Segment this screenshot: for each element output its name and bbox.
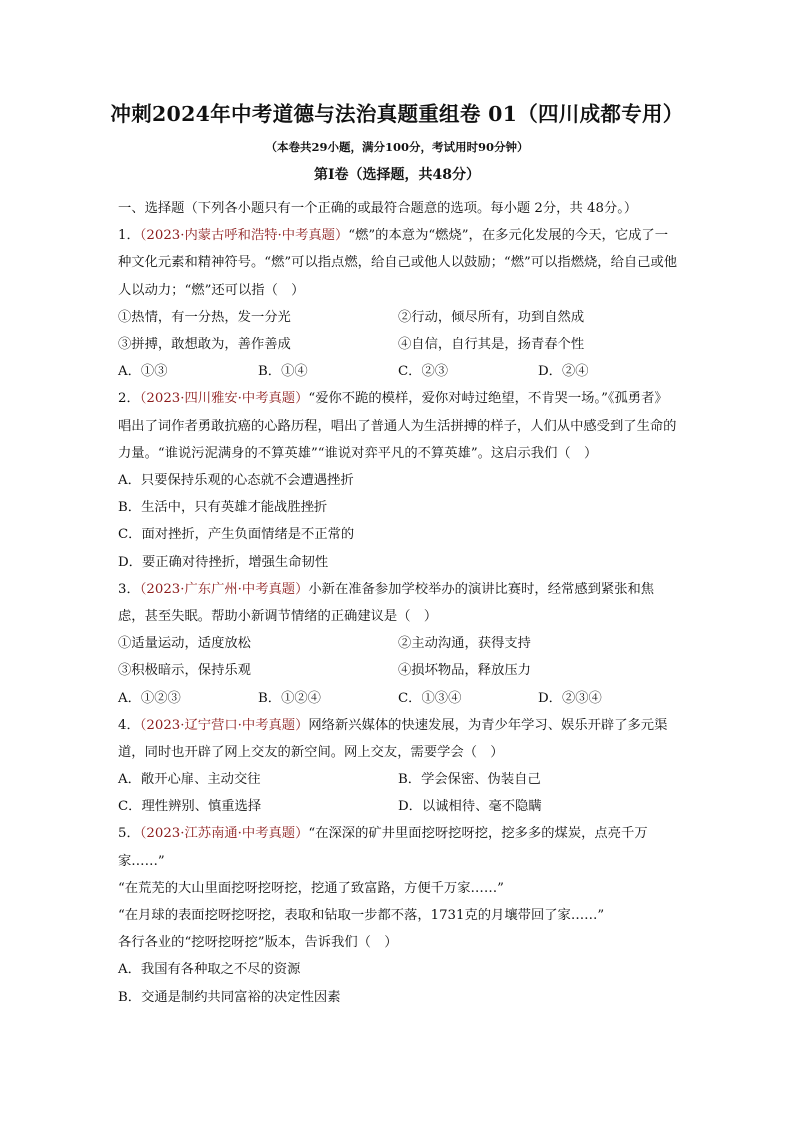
question-prompt: 各行各业的“挖呀挖呀挖”版本，告诉我们（ ）: [118, 935, 398, 951]
statement-row: [118, 657, 678, 684]
question-source: （2023·广东广州·中考真题）: [139, 581, 309, 597]
statement: ③积极暗示，保持乐观: [118, 663, 251, 679]
option-a: A．敞开心扉、主动交往: [118, 772, 261, 788]
statement: ①热情，有一分热，发一分光: [118, 309, 291, 325]
option-b: B．生活中，只有英雄才能战胜挫折: [118, 500, 328, 516]
question-4: [118, 712, 678, 766]
options-row: [118, 358, 678, 385]
option-c: C．①③④: [398, 690, 462, 706]
question-source: （2023·四川雅安·中考真题）: [139, 391, 309, 407]
part-heading: 第Ⅰ卷（选择题，共48分）: [313, 167, 481, 183]
option-d: D．以诚相待、毫不隐瞒: [398, 799, 542, 815]
option-a: A．①②③: [118, 690, 181, 706]
option-b: B．学会保密、伪装自己: [398, 772, 541, 788]
section-instruction: 一、选择题（下列各小题只有一个正确的或最符合题意的选项。每小题 2分，共 48分。）: [118, 201, 638, 216]
option-c: C．理性辨别、慎重选择: [118, 799, 262, 815]
question-source: （2023·辽宁营口·中考真题）: [139, 717, 309, 733]
option-a: A．①③: [118, 364, 168, 380]
statement: ②行动，倾尽所有，功到自然成: [398, 309, 585, 325]
options-row: [118, 685, 678, 712]
option-d: D．②④: [538, 364, 589, 380]
question-stem: 网络新兴媒体的快速发展，为青少年学习、娱乐开辟了多元渠道，同时也开辟了网上交友的新空间。网上交友，需要学会（ ）: [118, 717, 668, 760]
statement-row: [118, 304, 678, 331]
question-number: 3．: [118, 581, 140, 597]
question-number: 1．: [118, 228, 140, 244]
page-title: 冲刺2024年中考道德与法治真题重组卷 01（四川成都专用）: [110, 102, 684, 126]
question-stem: “爱你不跪的模样，爱你对峙过绝望，不肯哭一场。”《孤勇者》唱出了词作者勇敢抗癌的心路历程，唱出了普通人为生活拼搏的样子，人们从中感受到了生命的力量。“谁说污泥满身的不算英雄”“谁说对弈平凡的不算英雄”。这启示我们（ ）: [118, 391, 677, 461]
option-c: C．面对挫折，产生负面情绪是不正常的: [118, 527, 355, 543]
option-b: B．①②④: [258, 690, 321, 706]
question-number: 5．: [118, 826, 140, 842]
option-d: D．②③④: [538, 690, 602, 706]
question-5: [118, 820, 678, 874]
question-stem: 小新在准备参加学校举办的演讲比赛时，经常感到紧张和焦虑，甚至失眠。帮助小新调节情绪的正确建议是（ ）: [118, 581, 655, 624]
option-b: B．交通是制约共同富裕的决定性因素: [118, 989, 341, 1005]
option-a: A．我国有各种取之不尽的资源: [118, 962, 301, 978]
question-source: （2023·江苏南通·中考真题）: [139, 826, 309, 842]
exam-info: （本卷共29小题，满分100分，考试用时90分钟）: [265, 140, 529, 154]
statement: ④损坏物品，释放压力: [398, 663, 531, 679]
question-1: [118, 222, 678, 304]
question-number: 2．: [118, 391, 140, 407]
quote-line: “在月球的表面挖呀挖呀挖，表取和钻取一步都不落，1731克的月壤带回了家……”: [118, 908, 605, 924]
question-2: [118, 385, 678, 467]
options-row: [118, 793, 678, 820]
option-d: D．要正确对待挫折，增强生命韧性: [118, 554, 329, 570]
option-a: A．只要保持乐观的心态就不会遭遇挫折: [118, 472, 354, 488]
statement: ②主动沟通，获得支持: [398, 636, 531, 652]
option-b: B．①④: [258, 364, 308, 380]
question-source: （2023·内蒙古呼和浩特·中考真题）: [139, 228, 349, 244]
question-stem: “燃”的本意为“燃烧”，在多元化发展的今天，它成了一种文化元素和精神符号。“燃”可以指点燃，给自己或他人以鼓励；“燃”可以指燃烧，给自己或他人以动力；“燃”还可以指（ ）: [118, 228, 678, 298]
statement: ③拼搏，敢想敢为，善作善成: [118, 336, 291, 352]
statement-row: [118, 630, 678, 657]
question-3: [118, 576, 678, 630]
quote-line: “在荒芜的大山里面挖呀挖呀挖，挖通了致富路，方便千万家……”: [118, 880, 504, 896]
statement: ①适量运动，适度放松: [118, 636, 251, 652]
question-number: 4．: [118, 717, 140, 733]
options-row: [118, 766, 678, 793]
statement: ④自信，自行其是，扬青春个性: [398, 336, 585, 352]
question-stem: “在深深的矿井里面挖呀挖呀挖，挖多多的煤炭，点亮千万家……”: [118, 826, 648, 869]
questions-area: [118, 195, 678, 1011]
option-c: C．②③: [398, 364, 449, 380]
statement-row: [118, 331, 678, 358]
